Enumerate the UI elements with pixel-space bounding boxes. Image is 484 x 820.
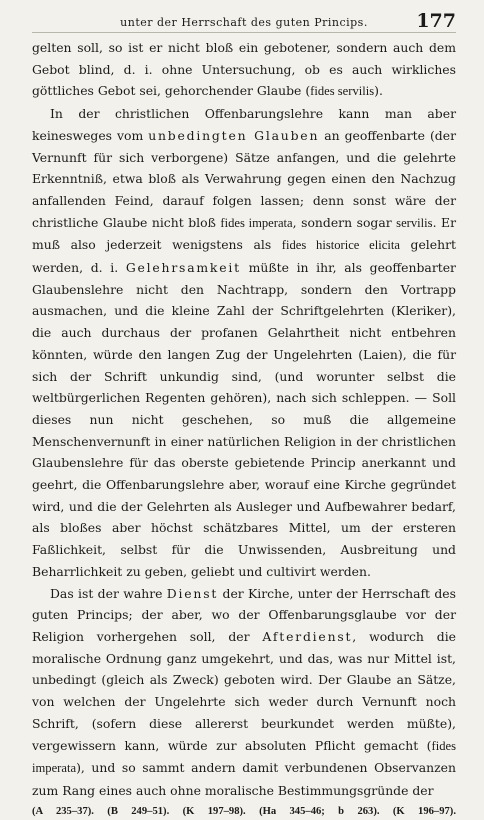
latin-term: fides imperata [32, 738, 456, 776]
running-title: unter der Herrschaft des guten Princips. [120, 16, 368, 29]
edition-references: (A 235–37). (B 249–51). (K 197–98). (Ha 345–46; b 263). (K 196–97). [32, 805, 456, 817]
paragraph [32, 583, 456, 802]
paragraph-text: In der christlichen Offenbarungslehre kann man aber keinesweges vom [32, 106, 456, 143]
paragraph-text: Das ist der wahre [50, 585, 167, 601]
latin-term: fides servilis [310, 84, 375, 99]
paragraph-text: , wodurch die moralische Ordnung ganz umgekehrt, und das, was nur Mittel ist, unbedingt (gleich als Zweck) geboten wird. Der Glaube an Sätze, von welchen der Ungelehrte sich weder durch Vernunft noch Schrift, (sofern diese allererst beurkundet werden müßte), vergewissern kann, würde zur absoluten Pflicht gemacht ( [32, 628, 456, 753]
latin-term: servilis [396, 215, 433, 230]
paragraph-text: an geoffenbarte (der Vernunft für sich verborgene) Sätze anfangen, und die gelehrte Erkenntniß, etwa bloß als Verwahrung gegen einen den Nachzug anfallenden Feind, darauf folgen lassen; denn sonst wäre der christliche Glaube nicht bloß [32, 127, 456, 230]
paragraph-text: müßte in ihr, als geoffenbarter Glaubenslehre nicht den Nachtrapp, sondern den Vortrapp ausmachen, und die kleine Zahl der Schriftgelehrten (Kleriker), die auch durchaus der profanen Gelahrtheit nicht entbehren könnten, würde den langen Zug der Ungelehrten (Laien), die für sich der Schrift unkundig sind, (und worunter selbst die weltbürgerlichen Regenten gehören), nach sich schleppen. — Soll dieses nun nicht geschehen, so muß die allgemeine Menschenvernunft in einer natürlichen Religion in der christlichen Glaubenslehre für das oberste gebietende Princip anerkannt und geehrt, die Offenbarungslehre aber, worauf eine Kirche gegründet wird, und die der Gelehrten als Ausleger und Aufbewahrer bedarf, als bloßes aber höchst schätzbares Mittel, um der ersteren Faßlichkeit, selbst für die Unwissenden, Ausbreitung und Beharrlichkeit zu geben, geliebt und cultivirt werden. [32, 260, 456, 579]
latin-term: fides imperata [220, 215, 293, 230]
emphasis-spaced-text: Dienst [166, 585, 219, 601]
running-head [32, 10, 456, 33]
body-text [32, 37, 456, 802]
paragraph-text: , sondern sogar [292, 214, 397, 230]
paragraph-text: der Kirche, unter der Herrschaft des guten Princips; der aber, wo der Offenbarungsglaube vor der Religion vorhergehen soll, der [32, 585, 456, 644]
paragraph-text: gelehrt werden, d. i. [32, 237, 456, 276]
page-number: 177 [416, 10, 456, 32]
emphasis-spaced-text: Afterdienst [262, 628, 353, 644]
emphasis-spaced-text: unbedingten Glauben [148, 127, 320, 143]
latin-term: fides historice elicita [281, 238, 400, 253]
paragraph [32, 37, 456, 103]
paragraph-text: gelten soll, so ist er nicht bloß ein gebotener, sondern auch dem Gebot blind, d. i. ohne Untersuchung, ob es auch wirkliches göttliches Gebot sei, gehorchender Glaube ( [32, 40, 456, 99]
paragraph-text: . Er muß also jederzeit wenigstens als [32, 214, 456, 253]
paragraph-text: ), und so sammt andern damit verbundenen Observanzen zum Rang eines auch ohne moralische Bestimmungsgründe der [32, 760, 456, 798]
paragraph-text: ). [374, 83, 383, 99]
paragraph [32, 103, 456, 582]
emphasis-spaced-text: Gelehrsamkeit [125, 260, 241, 276]
